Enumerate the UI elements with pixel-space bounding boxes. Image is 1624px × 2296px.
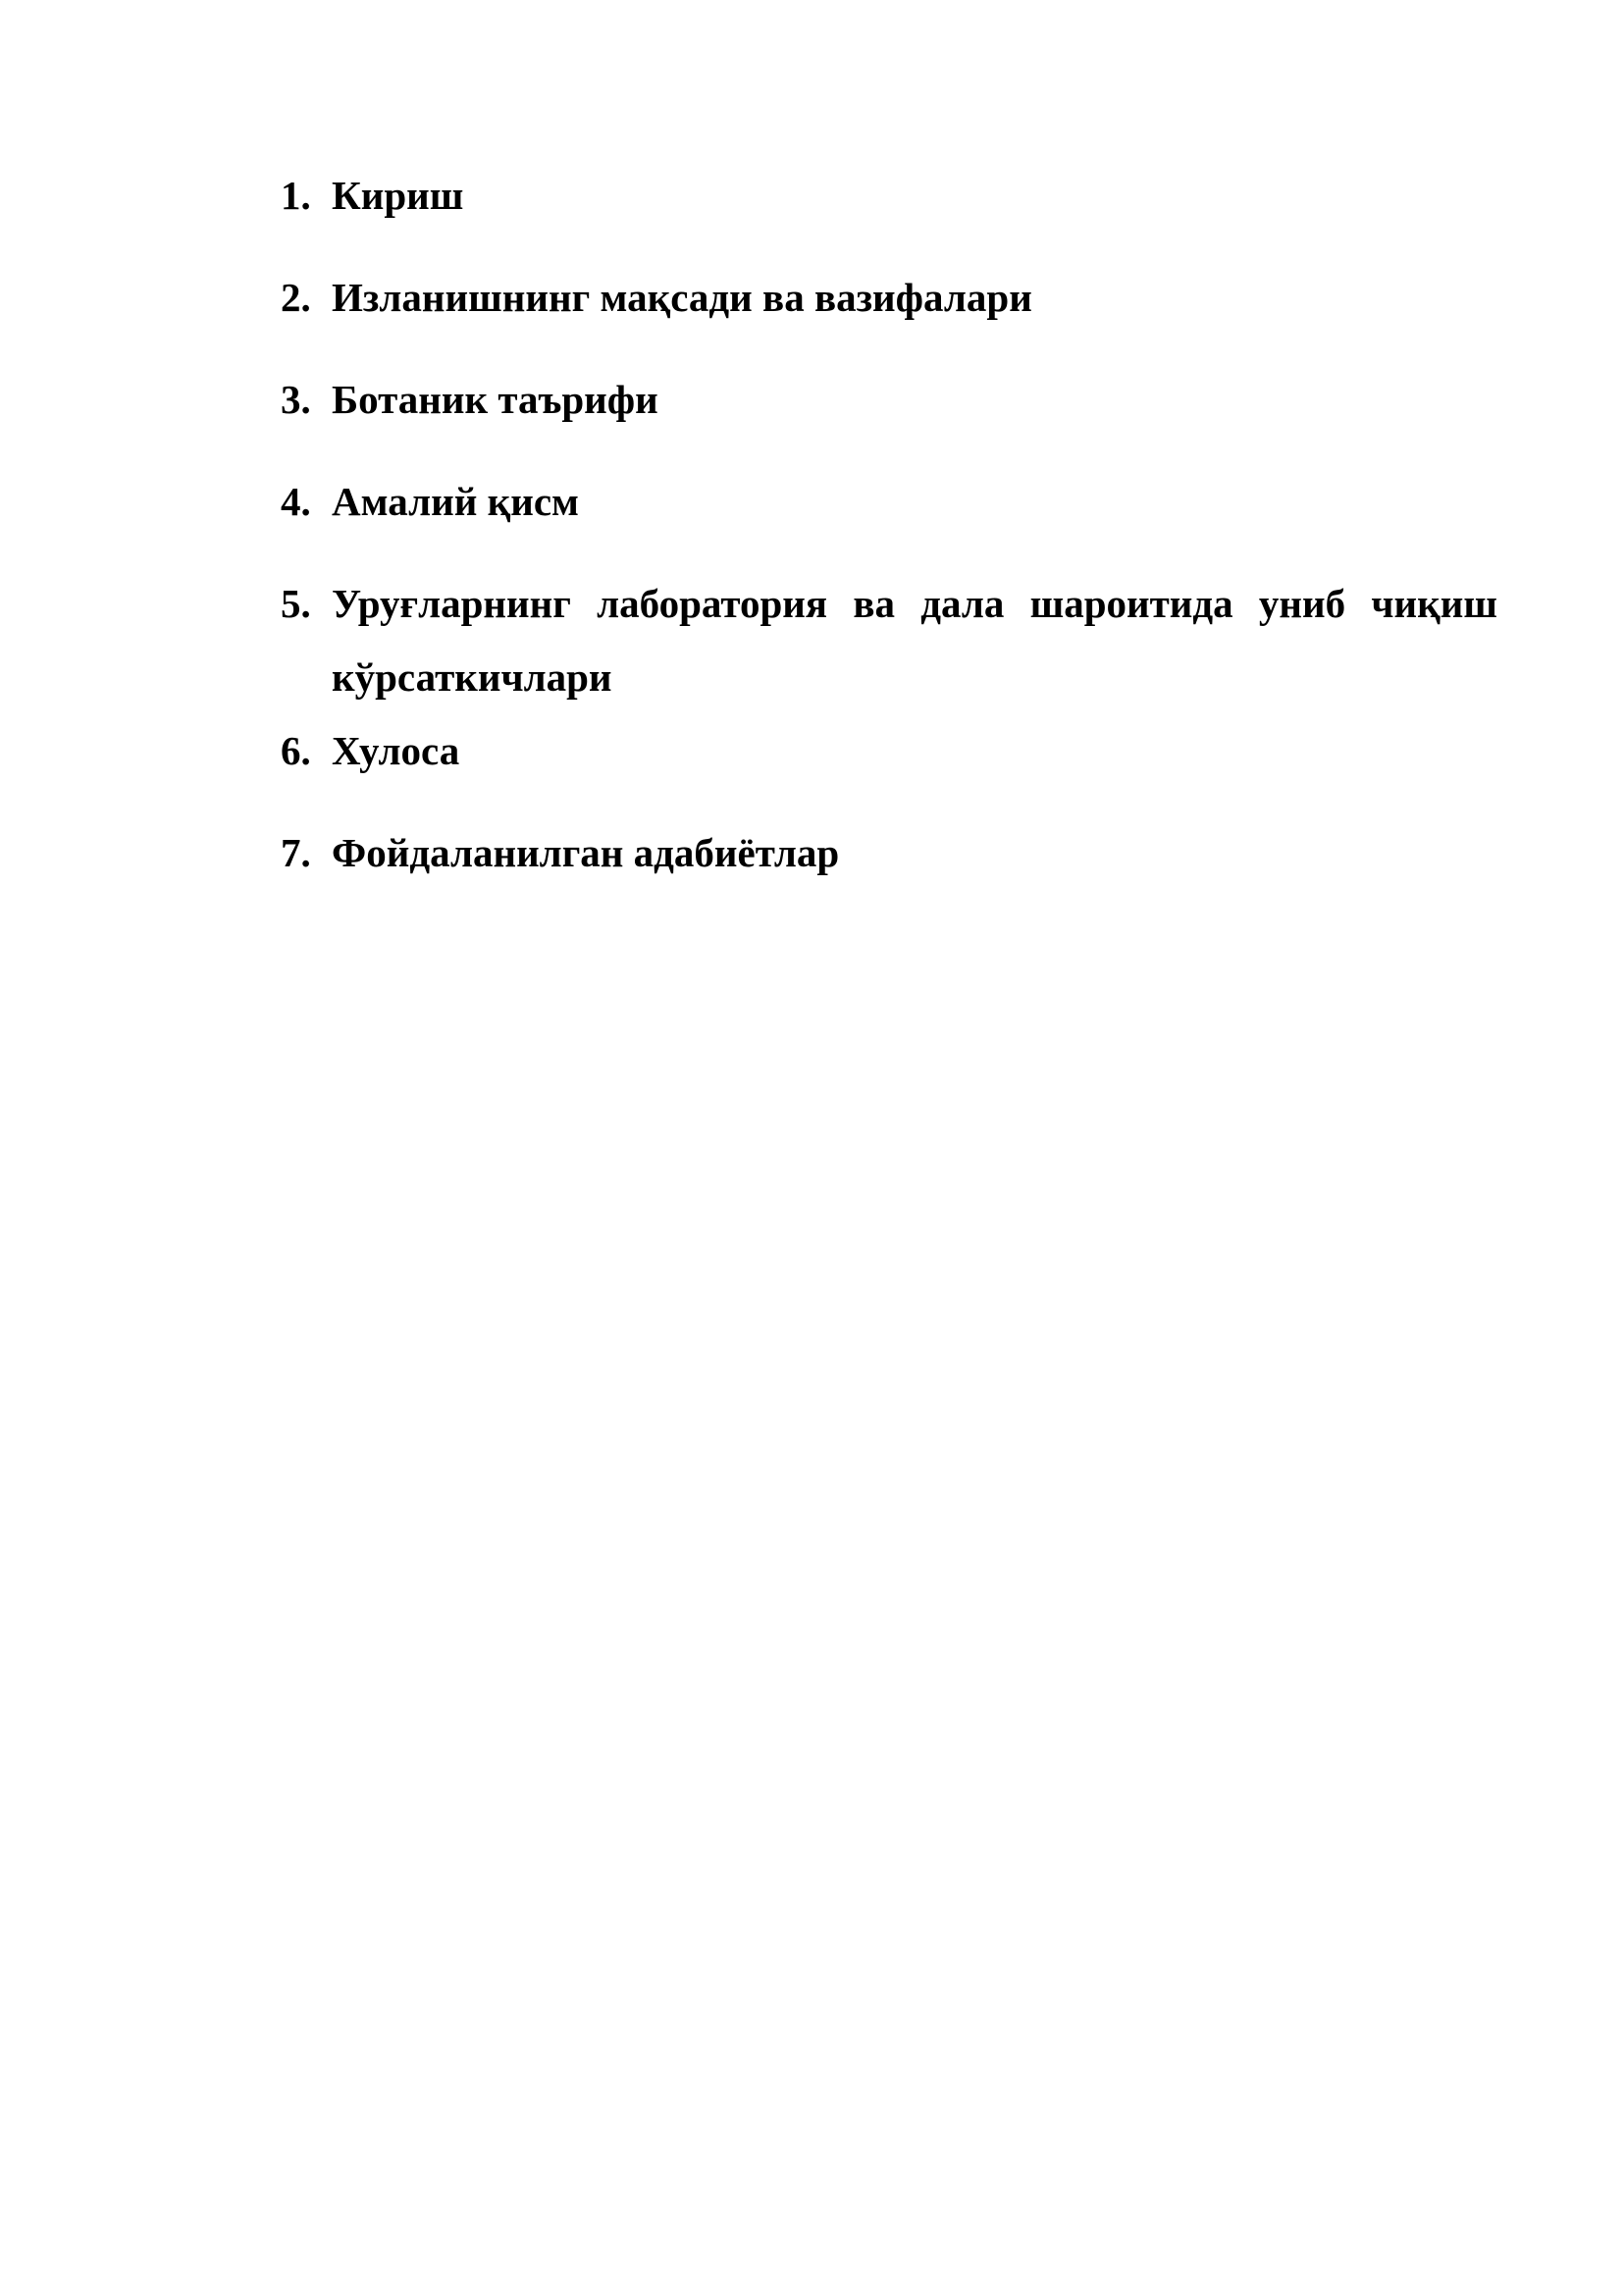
toc-item-number: 3. [281, 377, 311, 422]
toc-item-text: Хулоса [332, 728, 460, 773]
toc-item-text: Кириш [332, 173, 464, 218]
toc-item-number: 5. [281, 581, 311, 626]
table-of-contents [281, 159, 1497, 918]
toc-item-number: 4. [281, 479, 311, 524]
toc-item-text: Фойдаланилган адабиётлар [332, 830, 840, 875]
toc-item-number: 6. [281, 728, 311, 773]
toc-item-7 [281, 816, 1497, 890]
toc-item-text: Ботаник таърифи [332, 377, 658, 422]
toc-item-2 [281, 261, 1497, 335]
toc-item-text: Изланишнинг мақсади ва вазифалари [332, 275, 1032, 320]
toc-item-4 [281, 465, 1497, 539]
toc-item-number: 1. [281, 173, 311, 218]
toc-item-text: Амалий қисм [332, 479, 579, 524]
toc-item-number: 2. [281, 275, 311, 320]
toc-item-5 [281, 567, 1497, 714]
toc-item-number: 7. [281, 830, 311, 875]
toc-item-6 [281, 714, 1497, 788]
toc-item-1 [281, 159, 1497, 233]
toc-item-text: Уруғларнинг лаборатория ва дала шароитида униб чиқиш кўрсаткичлари [332, 581, 1497, 700]
toc-item-3 [281, 363, 1497, 437]
